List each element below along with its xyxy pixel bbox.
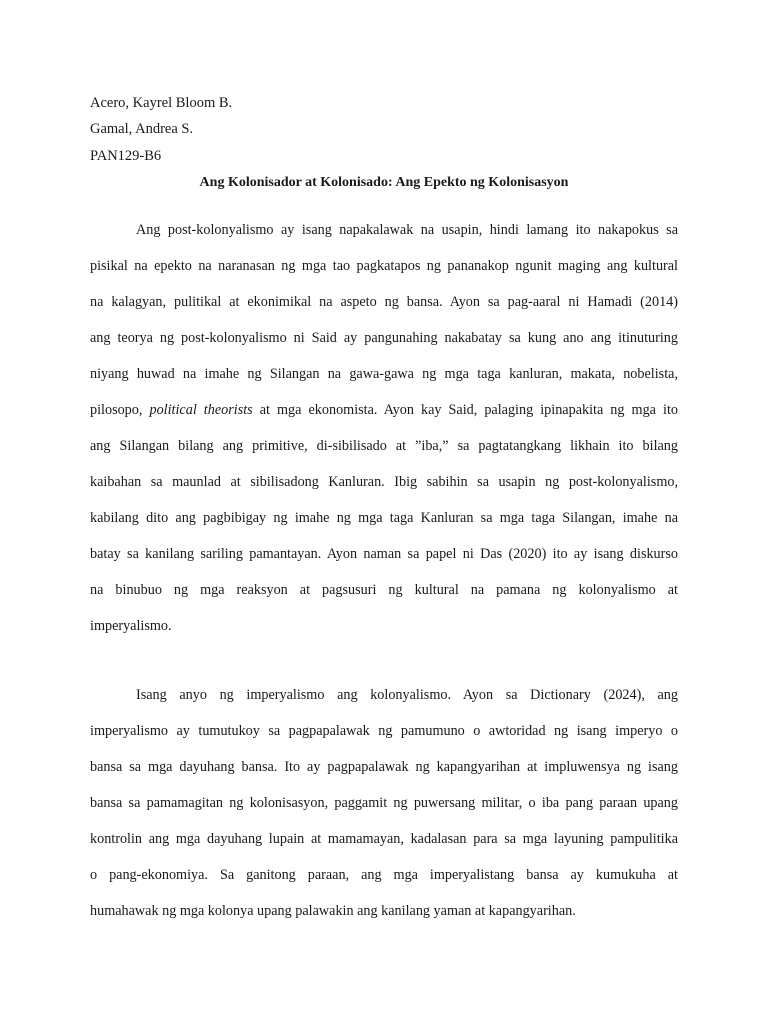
paragraph-1-line: kaibahan sa maunlad at sibilisadong Kanluran. Ibig sabihin sa usapin ng post-kolonyalismo, [90, 474, 678, 490]
paragraph-2-line: o pang-ekonomiya. Sa ganitong paraan, ang mga imperyalistang bansa ay kumukuha at [90, 867, 678, 883]
paragraph-1-line: ang teorya ng post-kolonyalismo ni Said ay pangunahing nakabatay sa kung ano ang itinuturing [90, 330, 678, 346]
paragraph-1-line-with-italic [90, 401, 678, 437]
author-name-2: Gamal, Andrea S. [90, 121, 194, 137]
paragraph-2-line: Isang anyo ng imperyalismo ang kolonyalismo. Ayon sa Dictionary (2024), ang [136, 687, 678, 703]
paragraph-1-line: niyang huwad na imahe ng Silangan na gawa-gawa ng mga taga kanluran, makata, nobelista, [90, 366, 678, 382]
paragraph-1-line: batay sa kanilang sariling pamantayan. Ayon naman sa papel ni Das (2020) ito ay isang diskurso [90, 546, 678, 562]
text-segment: pilosopo, [90, 402, 150, 418]
document-title: Ang Kolonisador at Kolonisado: Ang Epekto ng Kolonisasyon [199, 175, 569, 190]
paragraph-1-line: ang Silangan bilang ang primitive, di-sibilisado at ”iba,” sa pagtatangkang likhain ito bilang [90, 438, 678, 454]
paragraph-1-line: na binubuo ng mga reaksyon at pagsusuri ng kultural na pamana ng kolonyalismo at [90, 582, 678, 598]
paragraph-1-line: kabilang dito ang pagbibigay ng imahe ng mga taga Kanluran sa mga taga Silangan, imahe na [90, 510, 678, 526]
paragraph-1 [90, 221, 678, 653]
paragraph-2 [90, 686, 678, 938]
paragraph-2-line: humahawak ng mga kolonya upang palawakin ang kanilang yaman at kapangyarihan. [90, 903, 576, 919]
paragraph-1-line: pisikal na epekto na naranasan ng mga tao pagkatapos ng pananakop ngunit maging ang kultural [90, 258, 678, 274]
paragraph-2-line: kontrolin ang mga dayuhang lupain at mamamayan, kadalasan para sa mga layuning pampulitika [90, 831, 678, 847]
paragraph-1-line: na kalagyan, pulitikal at ekonimikal na aspeto ng bansa. Ayon sa pag-aaral ni Hamadi (2014) [90, 294, 678, 310]
course-code: PAN129-B6 [90, 148, 162, 164]
paragraph-1-line: Ang post-kolonyalismo ay isang napakalawak na usapin, hindi lamang ito nakapokus sa [136, 222, 678, 238]
author-name-1: Acero, Kayrel Bloom B. [90, 95, 233, 111]
paragraph-2-line: bansa sa pamamagitan ng kolonisasyon, paggamit ng puwersang militar, o iba pang paraan upang [90, 795, 678, 811]
text-segment: at mga ekonomista. Ayon kay Said, palaging ipinapakita ng mga ito [252, 402, 678, 418]
paragraph-2-line: bansa sa mga dayuhang bansa. Ito ay pagpapalawak ng kapangyarihan at impluwensya ng isang [90, 759, 678, 775]
italic-term: political theorists [149, 402, 253, 418]
paragraph-2-line: imperyalismo ay tumutukoy sa pagpapalawak ng pamumuno o awtoridad ng isang imperyo o [90, 723, 678, 739]
paragraph-1-line: imperyalismo. [90, 618, 172, 634]
